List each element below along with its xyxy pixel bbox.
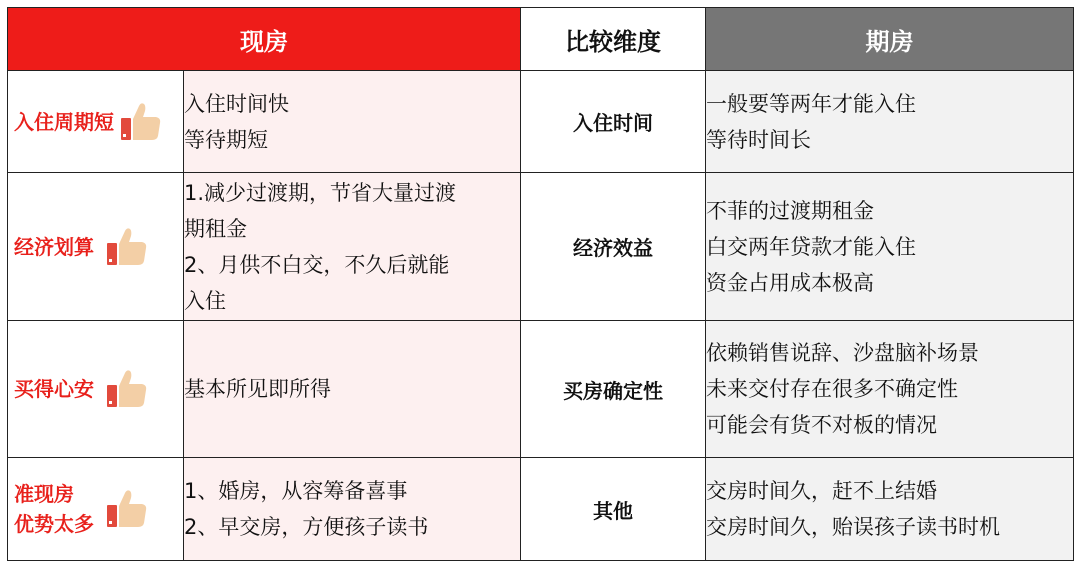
dimension-cell: 入住时间 <box>521 71 706 173</box>
advantage-label: 经济划算 <box>14 234 94 259</box>
future-line: 依赖销售说辞、沙盘脑补场景 <box>706 341 979 365</box>
now-line: 2、月供不白交，不久后就能 <box>184 252 450 277</box>
future-line: 资金占用成本极高 <box>706 270 874 295</box>
dimension-cell: 经济效益 <box>521 173 706 321</box>
table-row <box>8 321 1074 458</box>
thumbs-up-icon <box>120 102 162 142</box>
now-line: 1.减少过渡期，节省大量过渡 <box>184 180 457 205</box>
header-now: 现房 <box>8 8 521 71</box>
advantage-label: 买得心安 <box>14 377 94 401</box>
now-cell <box>184 321 521 458</box>
now-line: 入住 <box>184 288 226 313</box>
future-line: 交房时间久，赶不上结婚 <box>706 479 937 503</box>
advantage-cell <box>8 458 184 561</box>
header-future: 期房 <box>706 8 1074 71</box>
thumbs-up-icon <box>106 369 148 409</box>
future-line: 白交两年贷款才能入住 <box>706 234 916 259</box>
advantage-cell <box>8 321 184 458</box>
now-line: 1、婚房，从容筹备喜事 <box>184 479 408 503</box>
now-cell <box>184 71 521 173</box>
thumbs-up-icon <box>106 489 148 529</box>
now-cell <box>184 173 521 321</box>
now-cell <box>184 458 521 561</box>
dimension-cell: 其他 <box>521 458 706 561</box>
future-line: 一般要等两年才能入住 <box>706 91 916 116</box>
future-line: 等待时间长 <box>706 127 811 152</box>
future-line: 不菲的过渡期租金 <box>706 198 874 223</box>
advantage-label: 准现房 <box>14 482 74 506</box>
future-cell <box>706 173 1074 321</box>
header-dimension: 比较维度 <box>521 8 706 71</box>
future-line: 未来交付存在很多不确定性 <box>706 377 958 401</box>
now-line: 期租金 <box>184 216 247 241</box>
advantage-label: 入住周期短 <box>14 109 114 134</box>
dimension-cell: 买房确定性 <box>521 321 706 458</box>
advantage-cell <box>8 173 184 321</box>
comparison-table <box>7 7 1074 561</box>
future-cell <box>706 458 1074 561</box>
now-line: 基本所见即所得 <box>184 377 331 401</box>
future-line: 交房时间久，贻误孩子读书时机 <box>706 515 1000 539</box>
future-cell <box>706 71 1074 173</box>
table-row <box>8 71 1074 173</box>
table-row <box>8 458 1074 561</box>
table-row <box>8 173 1074 321</box>
advantage-cell <box>8 71 184 173</box>
now-line: 2、早交房，方便孩子读书 <box>184 515 429 539</box>
header-row <box>8 8 1074 71</box>
advantage-label: 优势太多 <box>14 512 94 536</box>
future-line: 可能会有货不对板的情况 <box>706 413 937 437</box>
future-cell <box>706 321 1074 458</box>
thumbs-up-icon <box>106 227 148 267</box>
now-line: 入住时间快 <box>184 91 289 116</box>
now-line: 等待期短 <box>184 127 268 152</box>
